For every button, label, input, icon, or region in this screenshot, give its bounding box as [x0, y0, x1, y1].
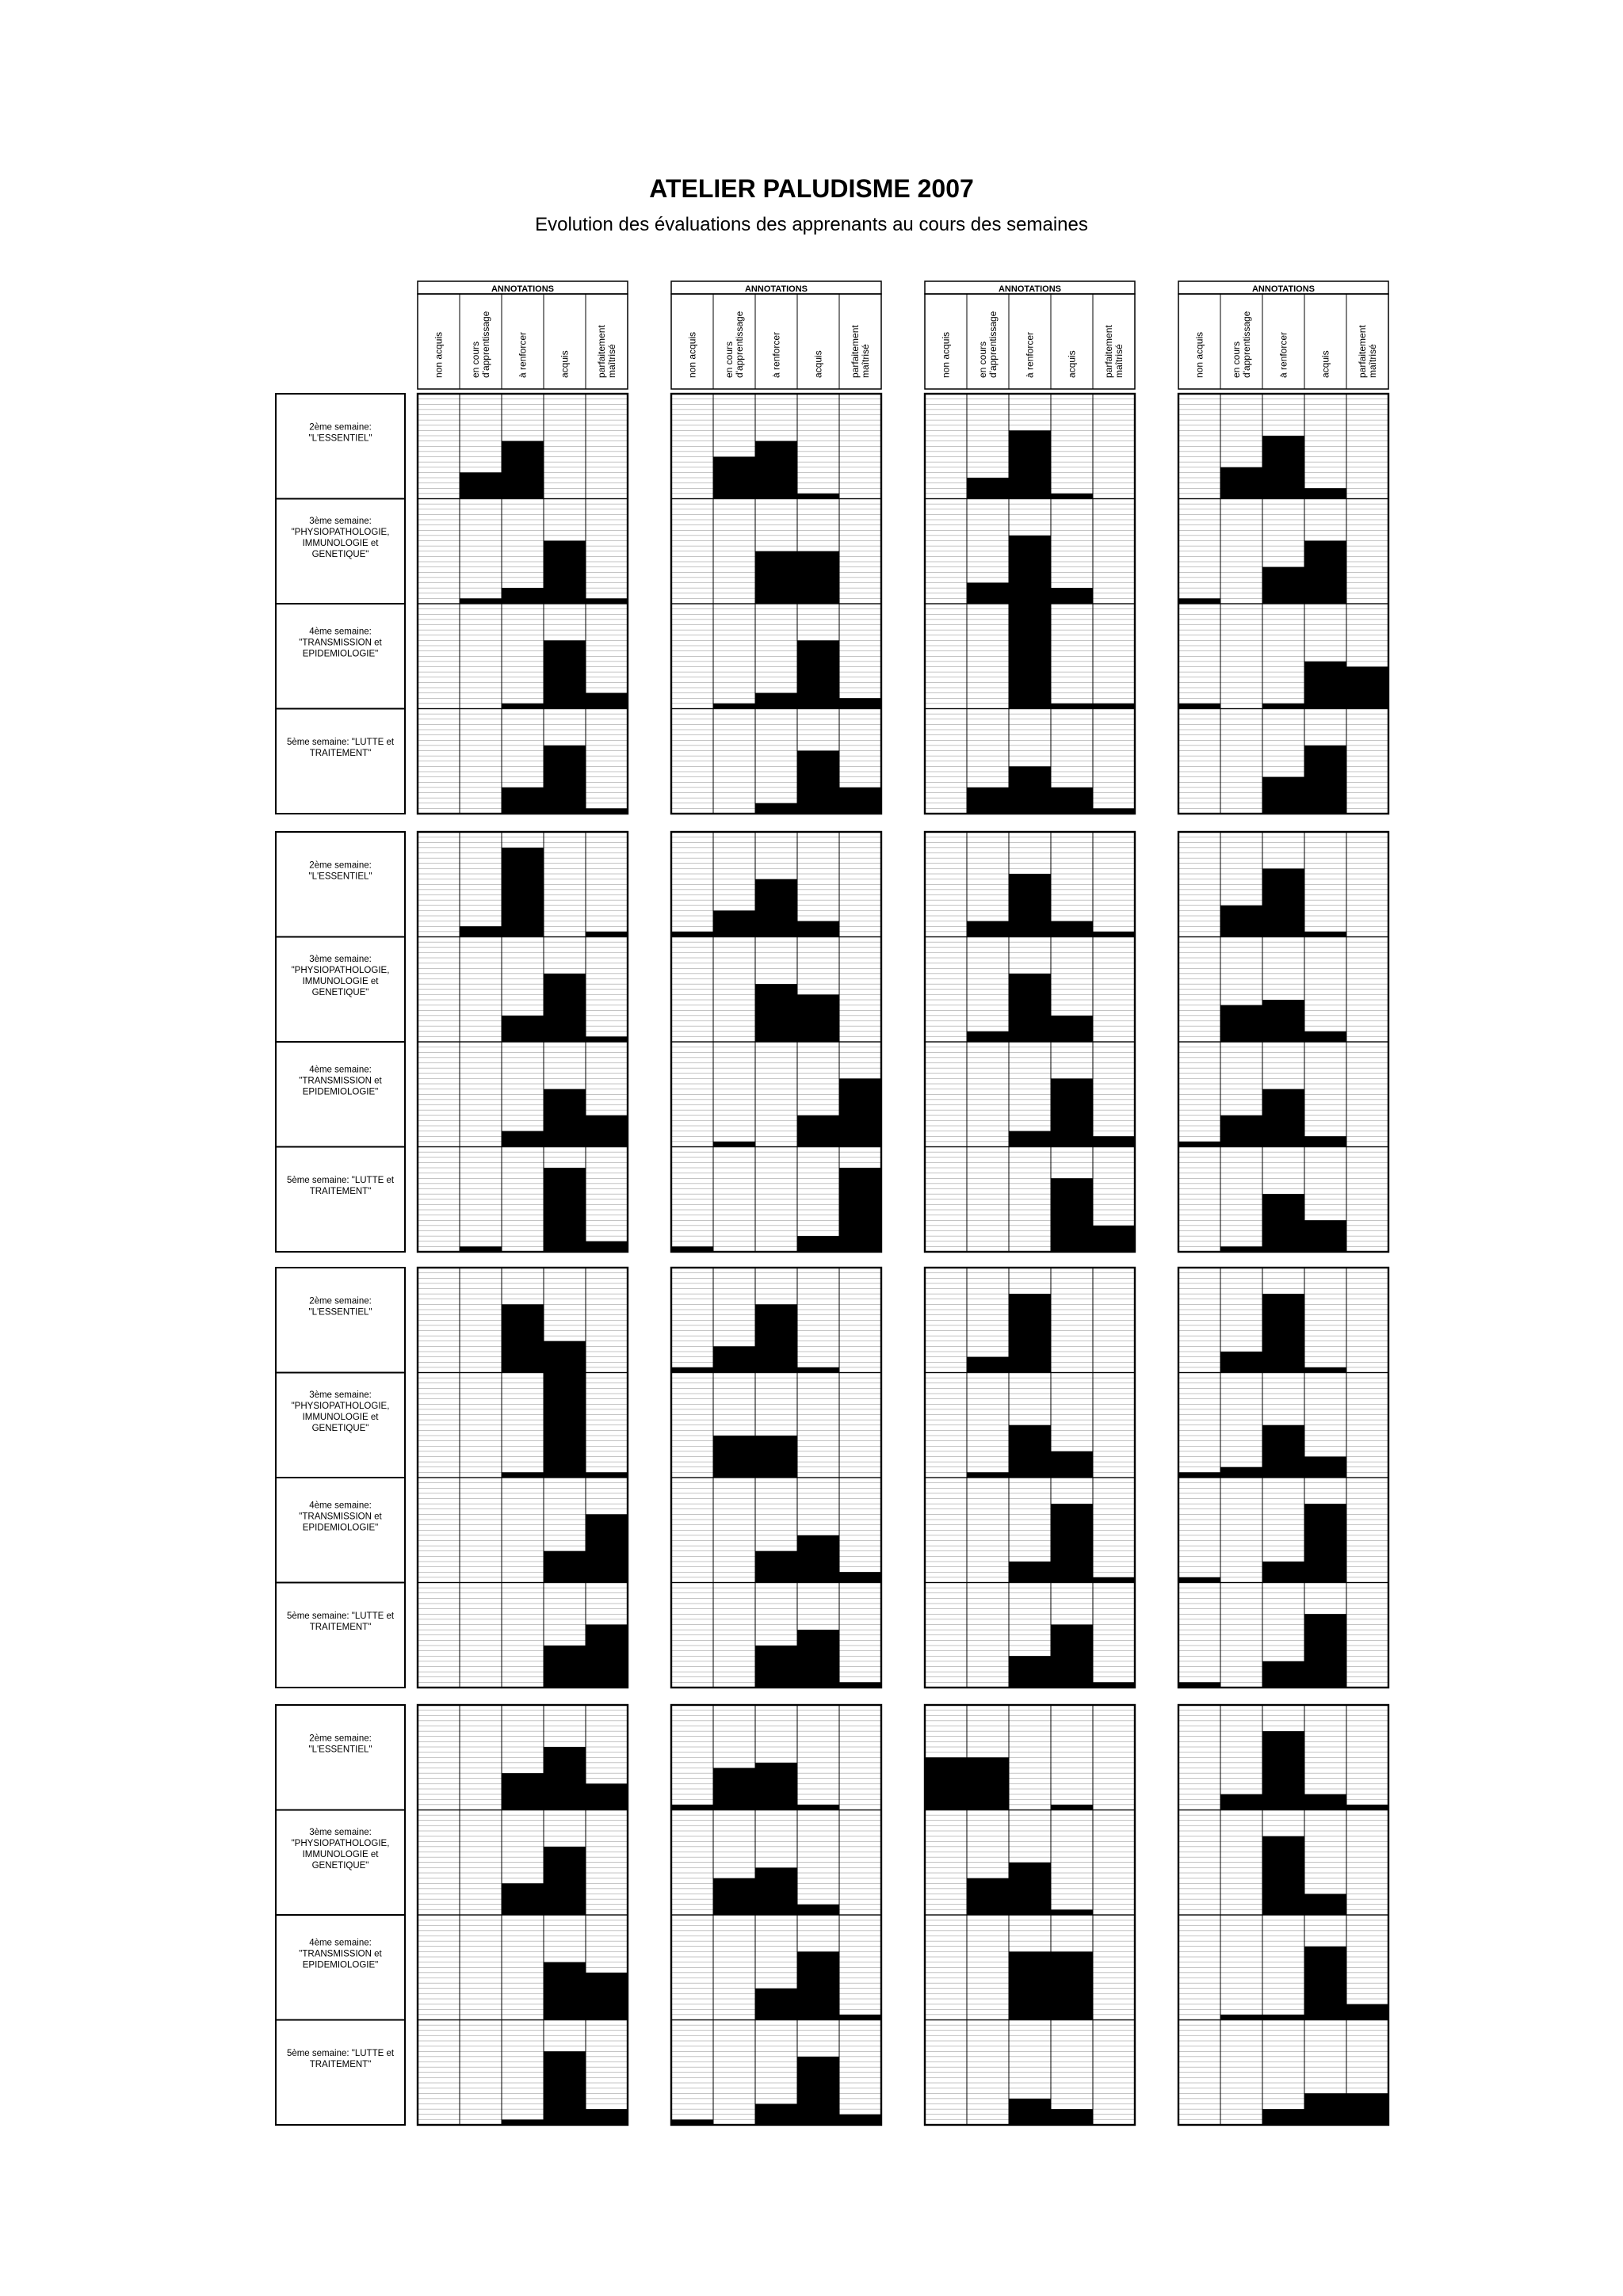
week-label: "TRANSMISSION et — [299, 1512, 382, 1522]
week-label: IMMUNOLOGIE et — [302, 1849, 379, 1859]
evaluation-bar — [1178, 1142, 1220, 1147]
evaluation-bar — [1304, 1614, 1346, 1688]
evaluation-bar — [544, 1551, 586, 1583]
evaluation-bar — [544, 1373, 586, 1478]
evaluation-bar — [797, 994, 839, 1042]
annotation-category-label: maîtrisé — [1367, 344, 1378, 378]
evaluation-bar — [1178, 1472, 1220, 1478]
evaluation-bar — [1009, 1562, 1051, 1583]
evaluation-bar — [1051, 2109, 1093, 2125]
evaluation-bar — [839, 1572, 881, 1582]
evaluation-bar — [713, 1436, 755, 1478]
evaluation-bar — [1262, 1425, 1304, 1478]
week-label: TRAITEMENT" — [309, 2059, 372, 2069]
page-subtitle: Evolution des évaluations des apprenants au cours des semaines — [535, 214, 1088, 235]
week-label: 4ème semaine: — [309, 1065, 372, 1075]
evaluation-bar — [1262, 1731, 1304, 1810]
week-label: "TRANSMISSION et — [299, 1076, 382, 1086]
evaluation-bar — [544, 1847, 586, 1915]
week-label: 4ème semaine: — [309, 1501, 372, 1511]
evaluation-bar — [797, 1805, 839, 1810]
week-label: 2ème semaine: — [309, 422, 372, 433]
learner-panel — [925, 1268, 1135, 1688]
evaluation-bar — [839, 788, 881, 814]
evaluation-bar — [1262, 1661, 1304, 1688]
page-title: ATELIER PALUDISME 2007 — [649, 174, 974, 203]
evaluation-bar — [797, 1236, 839, 1252]
annotation-category-label: parfaitement — [596, 325, 607, 378]
evaluation-bar — [1009, 874, 1051, 937]
evaluation-bar — [1304, 662, 1346, 709]
annotation-category-label: non acquis — [433, 331, 445, 378]
evaluation-bar — [1262, 567, 1304, 604]
evaluation-bar — [1093, 1136, 1135, 1146]
week-label: 4ème semaine: — [309, 627, 372, 637]
week-label: IMMUNOLOGIE et — [302, 538, 379, 548]
evaluation-bar — [586, 1783, 628, 1810]
annotation-category-label: parfaitement — [1103, 325, 1114, 378]
evaluation-bar — [1009, 1425, 1051, 1478]
learner-panel — [418, 832, 628, 1252]
evaluation-bar — [797, 921, 839, 937]
evaluation-bar — [1009, 1131, 1051, 1147]
evaluation-bar — [586, 1514, 628, 1582]
evaluation-bar — [713, 704, 755, 709]
evaluation-bar — [502, 704, 544, 709]
evaluation-bar — [1093, 932, 1135, 937]
week-label-box — [276, 2020, 405, 2126]
evaluation-block — [276, 1705, 1388, 2125]
week-label: "TRANSMISSION et — [299, 638, 382, 648]
week-label: "PHYSIOPATHOLOGIE, — [291, 1838, 390, 1848]
evaluation-bar — [755, 551, 797, 604]
week-label: GENETIQUE" — [311, 549, 369, 559]
week-label-box — [276, 832, 405, 937]
week-label: "PHYSIOPATHOLOGIE, — [291, 1401, 390, 1411]
evaluation-bar — [1262, 2109, 1304, 2125]
evaluation-bar — [797, 494, 839, 499]
evaluation-bar — [1262, 1000, 1304, 1042]
evaluation-bar — [1051, 588, 1093, 604]
annotation-category-label: non acquis — [1193, 331, 1205, 378]
week-label: 3ème semaine: — [309, 1390, 372, 1400]
evaluation-bar — [967, 1757, 1009, 1810]
learner-panel — [1178, 394, 1388, 814]
evaluation-bar — [713, 1878, 755, 1915]
annotation-category-label: en cours — [977, 341, 988, 378]
evaluation-bar — [1304, 1894, 1346, 1916]
evaluation-bar — [713, 910, 755, 936]
learner-panel — [418, 394, 628, 814]
annotations-header — [1178, 281, 1388, 389]
evaluation-bar — [1051, 1625, 1093, 1688]
evaluation-bar — [967, 921, 1009, 937]
annotations-header — [418, 281, 628, 389]
evaluation-bar — [544, 974, 586, 1042]
annotation-category-label: acquis — [1066, 350, 1078, 378]
evaluation-bar — [1304, 1457, 1346, 1478]
evaluation-bar — [544, 541, 586, 605]
evaluation-bar — [1051, 788, 1093, 814]
evaluation-bar — [1304, 1220, 1346, 1252]
evaluation-bar — [713, 1346, 755, 1372]
evaluation-bar — [1093, 704, 1135, 709]
week-label: GENETIQUE" — [311, 987, 369, 997]
annotation-category-label: à renforcer — [770, 331, 782, 378]
week-label: TRAITEMENT" — [309, 1622, 372, 1632]
evaluation-bar — [1009, 1656, 1051, 1688]
week-label: 3ème semaine: — [309, 1827, 372, 1837]
evaluation-bar — [967, 1878, 1009, 1915]
week-label: TRAITEMENT" — [309, 748, 372, 758]
evaluation-bar — [1346, 2004, 1388, 2020]
annotations-title: ANNOTATIONS — [1251, 284, 1316, 294]
evaluation-bar — [1220, 467, 1262, 499]
evaluation-bar — [1178, 704, 1220, 709]
evaluation-bar — [1051, 704, 1093, 709]
week-label: EPIDEMIOLOGIE" — [302, 1960, 379, 1970]
evaluation-bar — [1304, 1504, 1346, 1582]
evaluation-bar — [502, 1131, 544, 1147]
annotation-category-label: parfaitement — [1357, 325, 1368, 378]
annotation-category-label: acquis — [812, 350, 824, 378]
evaluation-bar — [967, 583, 1009, 605]
evaluation-bar — [502, 848, 544, 937]
evaluation-bar — [1220, 1352, 1262, 1373]
week-label: 5ème semaine: "LUTTE et — [286, 1611, 395, 1621]
evaluation-bar — [1009, 1863, 1051, 1915]
evaluation-bar — [1304, 2093, 1346, 2125]
week-label: 2ème semaine: — [309, 1733, 372, 1744]
week-label: TRAITEMENT" — [309, 1186, 372, 1196]
evaluation-bar — [1009, 430, 1051, 498]
annotation-category-label: maîtrisé — [1113, 344, 1125, 378]
evaluation-bar — [544, 1168, 586, 1252]
evaluation-bar — [586, 693, 628, 709]
week-label: 5ème semaine: "LUTTE et — [286, 737, 395, 747]
evaluation-bar — [671, 932, 713, 937]
evaluation-bar — [586, 1973, 628, 2020]
evaluation-bar — [1262, 436, 1304, 499]
evaluation-bar — [1178, 1577, 1220, 1583]
evaluation-bar — [839, 2015, 881, 2020]
evaluation-bar — [967, 788, 1009, 814]
evaluation-bar — [502, 1304, 544, 1372]
evaluation-bar — [1051, 494, 1093, 499]
evaluation-bar — [1093, 1577, 1135, 1583]
annotation-category-label: d'apprentissage — [1241, 311, 1252, 378]
evaluation-bar — [797, 1951, 839, 2019]
evaluation-bar — [797, 640, 839, 708]
week-label: "L'ESSENTIEL" — [308, 871, 372, 882]
evaluation-bar — [586, 932, 628, 937]
evaluation-bar — [671, 1805, 713, 1810]
evaluation-bar — [1262, 1194, 1304, 1252]
evaluation-bar — [713, 1142, 755, 1147]
annotation-category-label: à renforcer — [1277, 331, 1289, 378]
evaluation-bar — [1304, 1367, 1346, 1373]
learner-panel — [671, 394, 881, 814]
evaluation-bar — [544, 1646, 586, 1688]
evaluation-bar — [586, 1472, 628, 1478]
evaluation-bar — [755, 803, 797, 814]
evaluation-bar — [1346, 667, 1388, 709]
evaluation-bar — [797, 1116, 839, 1147]
week-label: GENETIQUE" — [311, 1860, 369, 1871]
annotation-category-label: parfaitement — [850, 325, 861, 378]
evaluation-bar — [502, 1472, 544, 1478]
evaluation-bar — [755, 441, 797, 499]
annotation-category-label: en cours — [1231, 341, 1242, 378]
week-label: 5ème semaine: "LUTTE et — [286, 1175, 395, 1185]
evaluation-bar — [502, 788, 544, 814]
evaluation-bar — [1178, 598, 1220, 604]
annotations-header — [671, 281, 881, 389]
evaluation-bar — [755, 1763, 797, 1810]
evaluation-bar — [967, 1472, 1009, 1478]
evaluation-bar — [1009, 1951, 1051, 2019]
annotations-title: ANNOTATIONS — [744, 284, 808, 294]
evaluation-bar — [1051, 1078, 1093, 1146]
week-label-box — [276, 1705, 405, 1810]
evaluation-bar — [1304, 746, 1346, 814]
evaluation-bar — [1009, 974, 1051, 1042]
evaluation-bar — [839, 1168, 881, 1252]
evaluation-bar — [586, 1116, 628, 1147]
annotation-category-label: en cours — [724, 341, 735, 378]
evaluation-bar — [1262, 777, 1304, 814]
week-label: "L'ESSENTIEL" — [308, 1307, 372, 1318]
evaluation-bar — [586, 598, 628, 604]
week-label: "L'ESSENTIEL" — [308, 433, 372, 444]
evaluation-bar — [502, 588, 544, 604]
annotation-category-label: acquis — [559, 350, 571, 378]
learner-panel — [925, 1705, 1135, 2125]
evaluation-bar — [502, 1883, 544, 1915]
evaluation-bar — [1304, 1032, 1346, 1042]
evaluation-bar — [1304, 932, 1346, 937]
evaluation-bar — [544, 1341, 586, 1373]
annotation-category-label: maîtrisé — [860, 344, 871, 378]
week-label-box — [276, 1268, 405, 1373]
learner-panel — [671, 832, 881, 1252]
evaluation-bar — [1051, 1951, 1093, 2019]
evaluation-bar — [797, 1905, 839, 1915]
evaluation-bar — [1220, 1116, 1262, 1147]
evaluation-bar — [1093, 1226, 1135, 1252]
evaluation-bar — [755, 693, 797, 709]
evaluation-bar — [755, 1867, 797, 1915]
evaluation-bar — [755, 1436, 797, 1478]
evaluation-block — [276, 1268, 1388, 1688]
week-label: "TRANSMISSION et — [299, 1949, 382, 1959]
week-label: 2ème semaine: — [309, 1296, 372, 1306]
evaluation-bar — [586, 1036, 628, 1042]
evaluation-bar — [755, 879, 797, 937]
learner-panel — [418, 1705, 628, 2125]
evaluation-bar — [839, 1078, 881, 1146]
annotations-title: ANNOTATIONS — [491, 284, 555, 294]
annotation-category-label: non acquis — [686, 331, 698, 378]
evaluation-bar — [586, 1241, 628, 1252]
evaluation-bar — [1009, 766, 1051, 814]
evaluation-bar — [797, 1630, 839, 1688]
learner-panel — [671, 1268, 881, 1688]
evaluation-bar — [1009, 2099, 1051, 2125]
week-label: GENETIQUE" — [311, 1423, 369, 1433]
week-label: "PHYSIOPATHOLOGIE, — [291, 965, 390, 975]
annotation-category-label: acquis — [1319, 350, 1331, 378]
annotation-category-label: d'apprentissage — [480, 311, 491, 378]
evaluation-bar — [544, 2051, 586, 2125]
evaluation-bar — [839, 2115, 881, 2125]
week-label: EPIDEMIOLOGIE" — [302, 1087, 379, 1097]
evaluation-bar — [925, 1757, 967, 1810]
evaluation-bar — [755, 1304, 797, 1372]
evaluation-bar — [544, 640, 586, 708]
learner-panel — [925, 394, 1135, 814]
evaluation-bar — [755, 1551, 797, 1583]
annotations-title: ANNOTATIONS — [998, 284, 1062, 294]
evaluation-bar — [671, 1367, 713, 1373]
week-label: IMMUNOLOGIE et — [302, 976, 379, 986]
evaluation-bar — [1051, 1451, 1093, 1478]
evaluation-bar — [755, 1989, 797, 2020]
evaluation-bar — [1009, 604, 1051, 709]
evaluation-block — [276, 394, 1388, 814]
evaluation-bar — [755, 2104, 797, 2126]
evaluation-bar — [797, 2057, 839, 2125]
evaluation-bar — [1262, 1836, 1304, 1915]
evaluation-bar — [1220, 1467, 1262, 1478]
learner-panel — [671, 1705, 881, 2125]
week-label: IMMUNOLOGIE et — [302, 1412, 379, 1422]
evaluation-bar — [586, 2109, 628, 2125]
evaluation-bar — [586, 1625, 628, 1688]
evaluation-bar — [1262, 704, 1304, 709]
learner-panel — [1178, 832, 1388, 1252]
learner-panel — [418, 1268, 628, 1688]
evaluation-bar — [755, 1646, 797, 1688]
evaluation-bar — [1051, 921, 1093, 937]
evaluation-bar — [1009, 1294, 1051, 1372]
learner-panel — [925, 832, 1135, 1252]
evaluation-bar — [1304, 488, 1346, 498]
week-label-box — [276, 709, 405, 814]
evaluation-bar — [1051, 1805, 1093, 1810]
evaluation-block — [276, 832, 1388, 1252]
annotation-category-label: d'apprentissage — [734, 311, 745, 378]
evaluation-bar — [797, 751, 839, 814]
week-label-box — [276, 1583, 405, 1688]
evaluation-bar — [544, 1962, 586, 2020]
evaluation-bar — [967, 1357, 1009, 1373]
week-label: 3ème semaine: — [309, 516, 372, 526]
week-label: EPIDEMIOLOGIE" — [302, 649, 379, 659]
evaluation-bar — [797, 1535, 839, 1583]
evaluation-bar — [460, 472, 502, 498]
evaluation-bar — [1262, 1089, 1304, 1147]
week-label-box — [276, 1147, 405, 1253]
annotation-category-label: en cours — [470, 341, 481, 378]
annotation-category-label: non acquis — [940, 331, 952, 378]
week-label: EPIDEMIOLOGIE" — [302, 1523, 379, 1533]
week-label: 5ème semaine: "LUTTE et — [286, 2048, 395, 2058]
week-label: "PHYSIOPATHOLOGIE, — [291, 527, 390, 537]
learner-panel — [1178, 1268, 1388, 1688]
evaluation-bar — [967, 1032, 1009, 1042]
annotation-category-label: à renforcer — [1024, 331, 1036, 378]
evaluation-bar — [755, 984, 797, 1042]
evaluation-bar — [1220, 906, 1262, 937]
evaluation-bar — [1051, 1909, 1093, 1915]
evaluation-bar — [1262, 1294, 1304, 1372]
evaluation-bar — [1220, 1005, 1262, 1042]
week-label: 3ème semaine: — [309, 954, 372, 964]
evaluation-bar — [544, 1089, 586, 1147]
evaluation-bar — [1304, 1947, 1346, 2020]
annotation-category-label: d'apprentissage — [987, 311, 999, 378]
evaluation-bar — [502, 1773, 544, 1810]
week-label: 2ème semaine: — [309, 860, 372, 871]
evaluation-bar — [1220, 1794, 1262, 1810]
evaluation-bar — [1009, 536, 1051, 604]
evaluation-bar — [1051, 1016, 1093, 1042]
annotations-header — [925, 281, 1135, 389]
learner-panel — [1178, 1705, 1388, 2125]
evaluation-bar — [1051, 1504, 1093, 1582]
evaluation-bar — [460, 926, 502, 936]
evaluation-bar — [1346, 1805, 1388, 1810]
evaluation-bar — [797, 1367, 839, 1373]
evaluation-bar — [544, 746, 586, 814]
week-label-box — [276, 394, 405, 499]
evaluation-bar — [1304, 1794, 1346, 1810]
week-label: 4ème semaine: — [309, 1938, 372, 1948]
annotation-category-label: à renforcer — [517, 331, 529, 378]
evaluation-bar — [797, 551, 839, 604]
evaluation-bar — [1346, 2093, 1388, 2125]
evaluation-bar — [460, 598, 502, 604]
evaluation-bar — [502, 441, 544, 499]
evaluation-bar — [1304, 541, 1346, 605]
week-label: "L'ESSENTIEL" — [308, 1745, 372, 1755]
evaluation-bar — [1220, 2015, 1262, 2020]
evaluation-bar — [713, 457, 755, 499]
evaluation-bar — [1262, 868, 1304, 936]
evaluation-bar — [1262, 1562, 1304, 1583]
annotation-category-label: maîtrisé — [606, 344, 617, 378]
evaluation-bar — [839, 698, 881, 708]
evaluation-bar — [502, 1016, 544, 1042]
evaluation-bar — [1262, 2015, 1304, 2020]
evaluation-bar — [544, 1747, 586, 1810]
evaluation-bar — [967, 478, 1009, 499]
evaluation-bar — [1051, 1178, 1093, 1252]
evaluation-bar — [713, 1768, 755, 1810]
evaluation-bar — [1304, 1136, 1346, 1146]
